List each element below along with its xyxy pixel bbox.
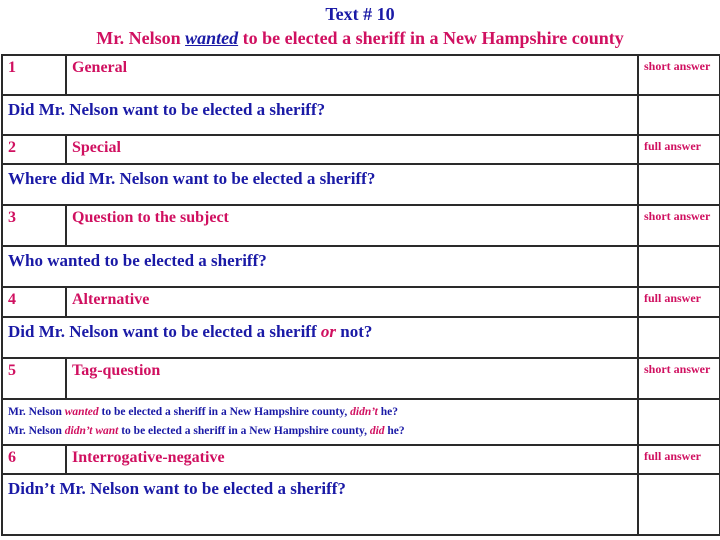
answer-kind: full answer [638, 287, 720, 317]
question-type: Special [66, 135, 638, 164]
row-number: 3 [2, 205, 66, 246]
answer-kind: full answer [638, 445, 720, 474]
tag-aux: did [369, 425, 385, 437]
question-row [2, 246, 720, 287]
type-row [2, 205, 720, 246]
page-title: Text # 10 [325, 4, 395, 24]
question-text: Who wanted to be elected a sheriff? [2, 246, 638, 287]
tag-body: to be elected a sheriff in a New Hampshire county, [101, 406, 348, 418]
question-part: not? [340, 322, 373, 341]
question-text: Didn’t Mr. Nelson want to be elected a sheriff? [2, 474, 638, 535]
subtitle-post: to be elected a sheriff in a New Hampshire county [242, 28, 624, 48]
question-or: or [320, 322, 337, 341]
question-row [2, 399, 720, 445]
subtitle-emphasis: wanted [185, 28, 239, 48]
question-row [2, 474, 720, 535]
type-row [2, 358, 720, 399]
question-text [2, 317, 638, 358]
question-row [2, 317, 720, 358]
answer-kind: short answer [638, 55, 720, 95]
tag-body: to be elected a sheriff in a New Hampshire county, [121, 425, 367, 437]
question-part: Did Mr. Nelson want to be elected a sheriff [8, 322, 317, 341]
question-table [1, 54, 720, 536]
tag-end: he? [387, 425, 405, 437]
tag-verb: didn’t want [64, 425, 119, 437]
question-text: Did Mr. Nelson want to be elected a sheriff? [2, 95, 638, 135]
tag-verb: wanted [64, 406, 99, 418]
type-row [2, 135, 720, 164]
tag-line-2 [8, 422, 632, 441]
tag-line-1 [8, 403, 632, 422]
tag-subject: Mr. Nelson [8, 406, 62, 418]
type-row [2, 287, 720, 317]
tag-question-text [2, 399, 638, 445]
row-number: 6 [2, 445, 66, 474]
tag-aux: didn’t [350, 406, 378, 418]
row-number: 5 [2, 358, 66, 399]
question-type: General [66, 55, 638, 95]
answer-cell [638, 474, 720, 535]
type-row [2, 445, 720, 474]
answer-kind: short answer [638, 358, 720, 399]
tag-end: he? [380, 406, 398, 418]
page-subtitle [0, 28, 720, 49]
row-number: 1 [2, 55, 66, 95]
answer-cell [638, 164, 720, 205]
question-type: Tag-question [66, 358, 638, 399]
question-row [2, 164, 720, 205]
answer-kind: short answer [638, 205, 720, 246]
answer-cell [638, 317, 720, 358]
answer-cell [638, 246, 720, 287]
question-type: Question to the subject [66, 205, 638, 246]
question-row [2, 95, 720, 135]
tag-subject: Mr. Nelson [8, 425, 62, 437]
row-number: 2 [2, 135, 66, 164]
question-text: Where did Mr. Nelson want to be elected a sheriff? [2, 164, 638, 205]
question-type: Alternative [66, 287, 638, 317]
answer-cell [638, 95, 720, 135]
type-row [2, 55, 720, 95]
row-number: 4 [2, 287, 66, 317]
question-type: Interrogative-negative [66, 445, 638, 474]
subtitle-pre: Mr. Nelson [96, 28, 181, 48]
answer-cell [638, 399, 720, 445]
answer-kind: full answer [638, 135, 720, 164]
